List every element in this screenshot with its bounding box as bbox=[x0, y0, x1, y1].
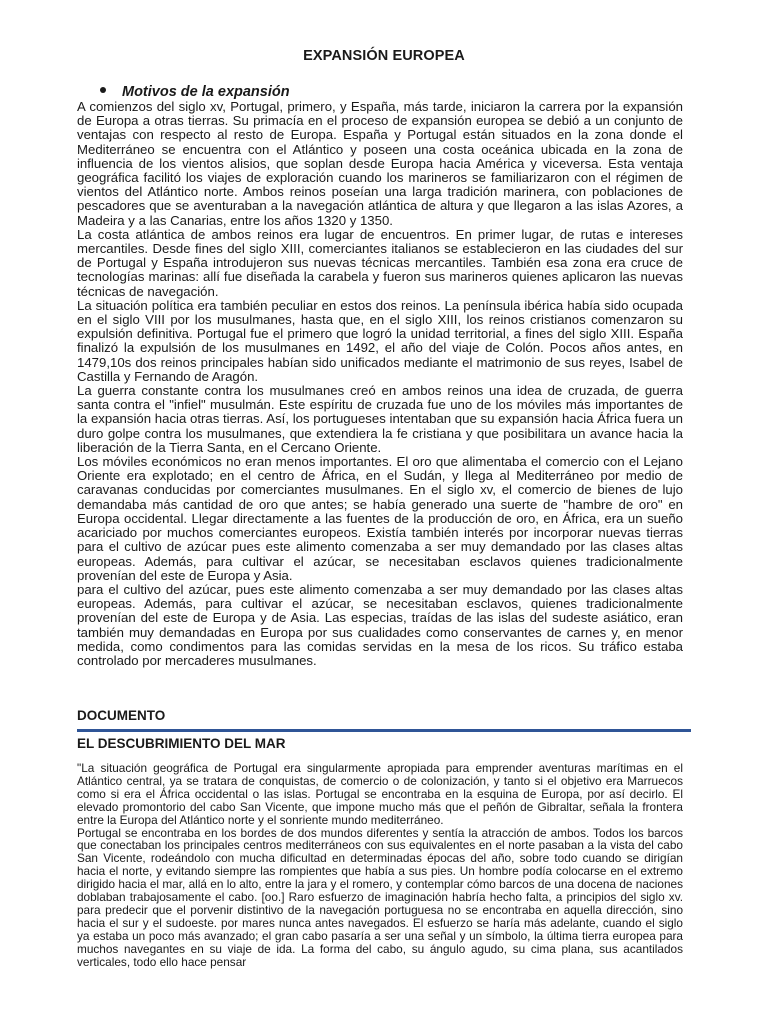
paragraph: "La situación geográfica de Portugal era singularmente apropiada para emprender aventuras marítimas en el Atlántico central, ya se tratara de conquistas, de comercio o de colonización, y tanto si el objetivo era Marruecos como si era el África occidental o las islas. Portugal se encontraba en la esquina de Europa, por así decirlo. El elevado promontorio del cabo San Vicente, que impone mucho más que el peñón de Gibraltar, señala la frontera entre la Europa del Atlántico norte y el sonriente mundo mediterráneo. bbox=[77, 761, 683, 827]
divider-rule bbox=[77, 729, 691, 732]
page-title: EXPANSIÓN EUROPEA bbox=[303, 48, 465, 64]
document-title: EL DESCUBRIMIENTO DEL MAR bbox=[77, 736, 286, 751]
paragraph: A comienzos del siglo xv, Portugal, primero, y España, más tarde, iniciaron la carrera por la expansión de Europa a otras tierras. Su primacía en el proceso de expansión europea se debió a un conjunto de ventajas con respecto al resto de Europa. España y Portugal están situados en la zona donde el Mediterráneo se encuentra con el Atlántico y poseen una costa oceánica ubicada en la zona de influencia de los vientos alisios, que soplan desde Europa hacia América y viceversa. Esta ventaja geográfica facilitó los viajes de exploración cuando los marineros se familiarizaron con el régimen de vientos del Atlántico norte. Ambos reinos poseían una larga tradición marinera, con poblaciones de pescadores que se aventuraban a la navegación atlántica de altura y que llegaron a las islas Azores, a Madeira y a las Canarias, entre los años 1320 y 1350. bbox=[77, 99, 683, 228]
paragraph: La guerra constante contra los musulmanes creó en ambos reinos una idea de cruzada, de guerra santa contra el "infiel" musulmán. Este espíritu de cruzada fue uno de los móviles más importantes de la expansión hacia otras tierras. Así, los portugueses intentaban que su expansión hacia África fuera un duro golpe contra los musulmanes, que extendiera la fe cristiana y que posibilitara un avance hacia la liberación de la Tierra Santa, en el Cercano Oriente. bbox=[77, 383, 683, 455]
document-label: DOCUMENTO bbox=[77, 708, 166, 723]
bullet-icon bbox=[100, 87, 106, 93]
section-heading bbox=[100, 84, 290, 100]
section-heading-text: Motivos de la expansión bbox=[122, 84, 290, 100]
paragraph: para el cultivo del azúcar, pues este alimento comenzaba a ser muy demandado por las clases altas europeas. Además, para cultivar el azúcar, se necesitaban esclavos, quienes tradicionalmente provenían del este de Europa y de Asia. Las especias, traídas de las islas del sudeste asiático, eran también muy demandadas en Europa por sus cualidades como conservantes de carnes y, en menor medida, como condimentos para las comidas servidas en la mesa de los ricos. Su tráfico estaba controlado por mercaderes musulmanes. bbox=[77, 581, 683, 668]
paragraph: La costa atlántica de ambos reinos era lugar de encuentros. En primer lugar, de rutas e intereses mercantiles. Desde fines del siglo XIII, comerciantes italianos se establecieron en las ciudades del sur de Portugal y España introdujeron sus nuevas técnicas mercantiles. También esa zona era cruce de tecnologías marinas: allí fue diseñada la carabela y fueron sus marineros quienes aplicaron las nuevas técnicas de navegación. bbox=[77, 226, 683, 299]
paragraph: Los móviles económicos no eran menos importantes. El oro que alimentaba el comercio con el Lejano Oriente era explotado; en el centro de África, en el Sudán, y llega al Mediterráneo por medio de caravanas conducidas por comerciantes musulmanes. En el siglo xv, el comercio de bienes de lujo demandaba más cantidad de oro que antes; se había generado una suerte de "hambre de oro" en Europa occidental. Llegar directamente a las fuentes de la producción de oro, en África, era un sueño acariciado por muchos comerciantes europeos. Existía también interés por incorporar nuevas tierras para el cultivo de azúcar pues este alimento comenzaba a ser muy demandado por las clases altas europeas. Además, para cultivar el azúcar, se necesitaban esclavos quienes tradicionalmente provenían del este de Europa y Asia. bbox=[77, 454, 683, 583]
section-body bbox=[77, 100, 683, 668]
document-body bbox=[77, 762, 683, 969]
paragraph: La situación política era también peculiar en estos dos reinos. La península ibérica había sido ocupada en el siglo VIII por los musulmanes, hasta que, en el siglo XIII, los reinos cristianos comenzaron su expulsión definitiva. Portugal fue el primero que logró la unidad territorial, a fines del siglo XIII. España finalizó la expulsión de los musulmanes en 1492, el año del viaje de Colón. Pocos años antes, en 1479,10s dos reinos principales habían sido unificados mediante el matrimonio de sus reyes, Isabel de Castilla y Fernando de Aragón. bbox=[77, 297, 683, 384]
paragraph: Portugal se encontraba en los bordes de dos mundos diferentes y sentía la atracción de ambos. Todos los barcos que conectaban los principales centros mediterráneos con sus equivalentes en el norte pasaban a la vista del cabo San Vicente, rodeándolo con mucha dificultad en determinadas épocas del año, sobre todo cuando se dirigían hacia el norte, y evitando siempre las rompientes que había a sus pies. Un hombre podía colocarse en el extremo dirigido hacia el mar, allá en lo alto, entre la jara y el romero, y contemplar cómo barcos de una docena de naciones doblaban trabajosamente el cabo. [oo.] Raro esfuerzo de imaginación habría hecho falta, a principios del siglo xv. para predecir que el porvenir distintivo de la navegación portuguesa no se encontraba en aquella dirección, sino hacia el sur y el sudoeste. por mares nunca antes navegados. El esfuerzo se haría más adelante, cuando el siglo ya estaba un poco más avanzado; el gran cabo pasaría a ser una señal y un símbolo, la última tierra europea para muchos navegantes en su viaje de ida. La forma del cabo, su ángulo agudo, su cima plana, sus acantilados verticales, todo ello hace pensar bbox=[77, 825, 683, 969]
